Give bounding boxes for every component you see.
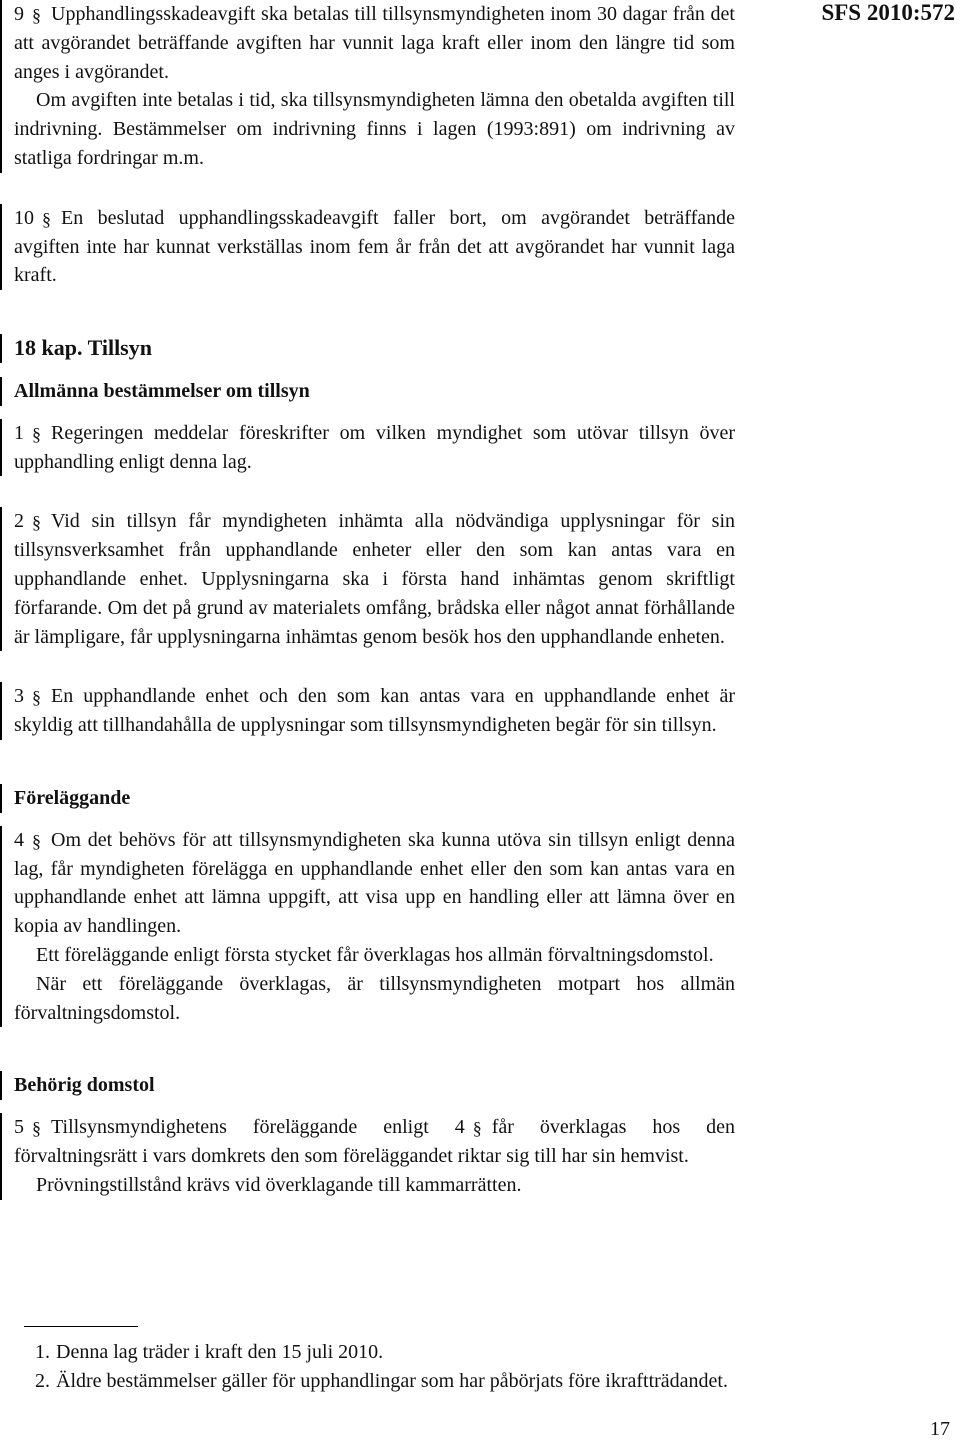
section-number: 9 [14, 3, 24, 25]
section-number: 5 [14, 1116, 24, 1139]
footnote-number: 1. [35, 1341, 50, 1363]
section-text: Om avgiften inte betalas i tid, ska tillsynsmyndigheten lämna den obetalda avgiften till indrivning. Bestämmelser om indrivning finns i lagen (1993:891) om indrivning av statliga fordringar m.m. [14, 89, 735, 169]
section-sign-icon: § [32, 687, 41, 708]
section-number: 4 [14, 828, 24, 851]
paragraph [14, 941, 735, 970]
paragraph [14, 0, 735, 86]
section-text: Om det behövs för att tillsynsmyndigheten ska kunna utöva sin tillsyn enligt denna lag, får myndigheten förelägga en upphandlande enhet eller den som kan antas vara en upphandlande enhet att lämna uppgift, att visa upp en handling eller att lämna över en kopia av handlingen. [14, 828, 735, 938]
subheading-court: Behörig domstol [14, 1074, 155, 1097]
paragraph [14, 507, 735, 651]
section-3 [0, 682, 735, 740]
paragraph [14, 970, 735, 1028]
section-5 [0, 1113, 735, 1199]
paragraph [14, 86, 735, 172]
section-9 [0, 0, 735, 173]
paragraph [14, 826, 735, 941]
paragraph [14, 682, 735, 740]
section-sign-icon: § [32, 5, 41, 25]
sfs-number: SFS 2010:572 [821, 0, 955, 25]
section-text: Vid sin tillsyn får myndigheten inhämta alla nödvändiga upplysningar för sin tillsynsverksamhet från upphandlande enheter eller den som kan antas vara en upphandlande enhet. Upplysningarna ska i första hand inhämtas genom skriftligt förfarande. Om det på grund av materialets omfång, brådska eller något annat förhållande är lämpligare, får upplysningarna inhämtas genom besök hos den upphandlande enheten. [14, 510, 735, 648]
paragraph [14, 204, 735, 290]
footnote [14, 1367, 735, 1396]
section-2 [0, 507, 735, 651]
footnote [14, 1338, 735, 1367]
page-body [14, 0, 735, 1200]
section-number: 10 [14, 206, 34, 229]
section-text: Regeringen meddelar föreskrifter om vilken myndighet som utövar tillsyn över upphandling enligt denna lag. [14, 421, 735, 473]
section-text: får överklagas hos den förvaltningsrätt i vars domkrets den som föreläggandet riktar sig till har sin hemvist. [14, 1116, 735, 1167]
page-number: 17 [930, 1418, 950, 1440]
subheading-general: Allmänna bestämmelser om tillsyn [14, 379, 310, 402]
paragraph [14, 419, 735, 477]
section-sign-icon: § [32, 1118, 41, 1139]
footnote-number: 2. [35, 1369, 50, 1392]
footnote-text: Äldre bestämmelser gäller för upphandlingar som har påbörjats före ikraftträdandet. [56, 1369, 728, 1392]
subheading-order: Föreläggande [14, 786, 131, 809]
section-4 [0, 826, 735, 1028]
section-text: När ett föreläggande överklagas, är tillsynsmyndigheten motpart hos allmän förvaltningsdomstol. [14, 972, 735, 1024]
section-text: En beslutad upphandlingsskadeavgift faller bort, om avgörandet beträffande avgiften inte har kunnat verkställas inom fem år från det att avgörandet har vunnit laga kraft. [14, 206, 735, 287]
chapter-title: 18 kap. Tillsyn [14, 335, 152, 361]
paragraph [14, 1113, 735, 1171]
section-10 [0, 204, 735, 290]
section-text: Upphandlingsskadeavgift ska betalas till tillsynsmyndigheten inom 30 dagar från det att avgörandet beträffande avgiften har vunnit laga kraft eller inom den längre tid som anges i avgörandet. [14, 3, 735, 83]
footnote-divider [24, 1326, 138, 1327]
section-1 [0, 419, 735, 477]
section-text: Ett föreläggande enligt första stycket får överklagas hos allmän förvaltningsdomstol. [36, 943, 714, 966]
section-number: 2 [14, 510, 24, 533]
section-number: 3 [14, 685, 24, 708]
section-text: En upphandlande enhet och den som kan antas vara en upphandlande enhet är skyldig att tillhandahålla de upplysningar som tillsynsmyndigheten begär för sin tillsyn. [14, 685, 735, 737]
section-number: 1 [14, 421, 24, 444]
paragraph [14, 1171, 735, 1200]
section-sign-icon: § [32, 423, 41, 444]
section-sign-icon: § [42, 208, 51, 229]
section-sign-icon: § [472, 1118, 482, 1139]
footnote-text: Denna lag träder i kraft den 15 juli 2010. [56, 1341, 384, 1363]
section-text: Prövningstillstånd krävs vid överklagande till kammarrätten. [36, 1173, 522, 1196]
section-sign-icon: § [32, 512, 41, 533]
section-sign-icon: § [32, 830, 41, 851]
section-text: Tillsynsmyndighetens föreläggande enligt 4 [51, 1116, 465, 1139]
footnotes [14, 1338, 735, 1396]
